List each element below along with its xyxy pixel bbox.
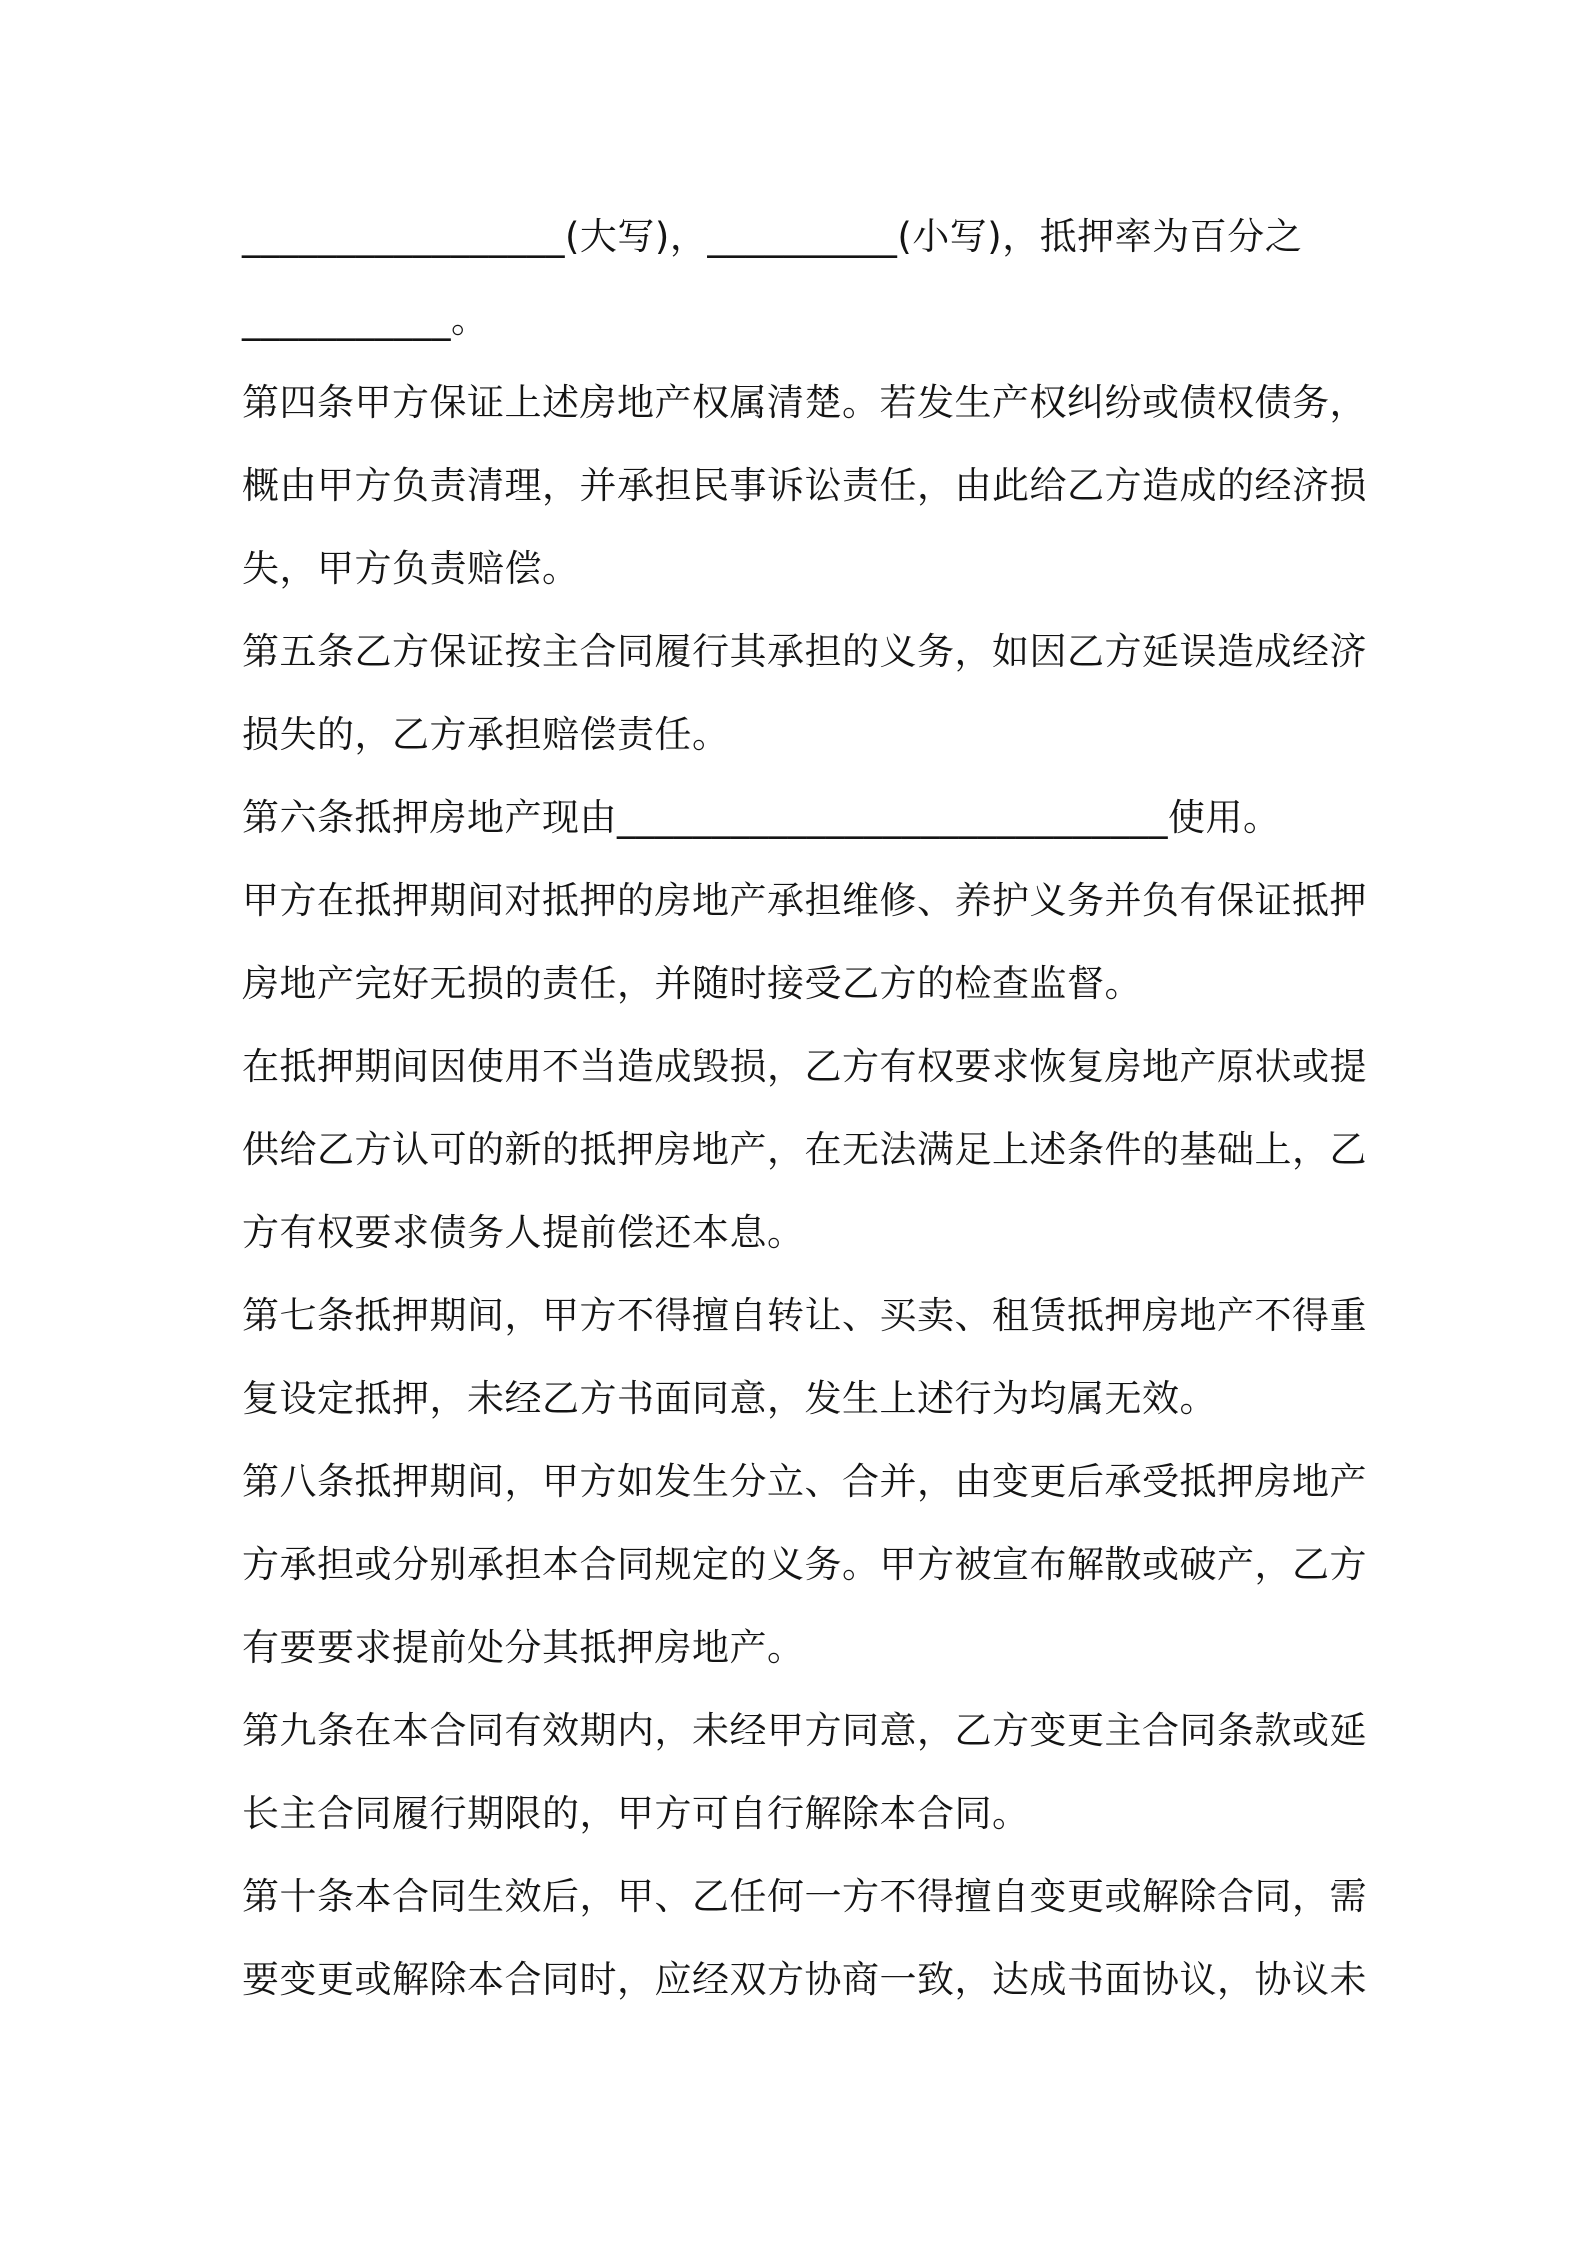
article-6-line: 第六条抵押房地产现由_____________________________使用。 [242,796,1281,839]
article-5-line: 第五条乙方保证按主合同履行其承担的义务，如因乙方延误造成经济 [242,630,1367,673]
text-line: 长主合同履行期限的，甲方可自行解除本合同。 [242,1792,1030,1835]
article-8-line: 第八条抵押期间，甲方如发生分立、合并，由变更后承受抵押房地产 [242,1460,1367,1503]
text-line: 在抵押期间因使用不当造成毁损，乙方有权要求恢复房地产原状或提 [242,1045,1367,1088]
article-7-line: 第七条抵押期间，甲方不得擅自转让、买卖、租赁抵押房地产不得重 [242,1294,1367,1337]
text-line: _________________(大写)，__________(小写)，抵押率为百分之 [242,215,1303,258]
text-line: 甲方在抵押期间对抵押的房地产承担维修、养护义务并负有保证抵押 [242,879,1367,922]
text-line: ___________。 [242,298,489,341]
text-line: 损失的，乙方承担赔偿责任。 [242,713,730,756]
contract-text [242,195,1367,2021]
text-line: 概由甲方负责清理，并承担民事诉讼责任，由此给乙方造成的经济损 [242,464,1367,507]
text-line: 复设定抵押，未经乙方书面同意，发生上述行为均属无效。 [242,1377,1217,1420]
article-10-line: 第十条本合同生效后，甲、乙任何一方不得擅自变更或解除合同，需 [242,1875,1367,1918]
text-line: 供给乙方认可的新的抵押房地产，在无法满足上述条件的基础上，乙 [242,1128,1367,1171]
text-line: 要变更或解除本合同时，应经双方协商一致，达成书面协议，协议未 [242,1958,1367,2001]
text-line: 方有权要求债务人提前偿还本息。 [242,1211,805,1254]
text-line: 房地产完好无损的责任，并随时接受乙方的检查监督。 [242,962,1142,1005]
article-4-line: 第四条甲方保证上述房地产权属清楚。若发生产权纠纷或债权债务， [242,381,1367,424]
article-9-line: 第九条在本合同有效期内，未经甲方同意，乙方变更主合同条款或延 [242,1709,1367,1752]
text-line: 方承担或分别承担本合同规定的义务。甲方被宣布解散或破产，乙方 [242,1543,1367,1586]
text-line: 有要要求提前处分其抵押房地产。 [242,1626,805,1669]
text-line: 失，甲方负责赔偿。 [242,547,580,590]
